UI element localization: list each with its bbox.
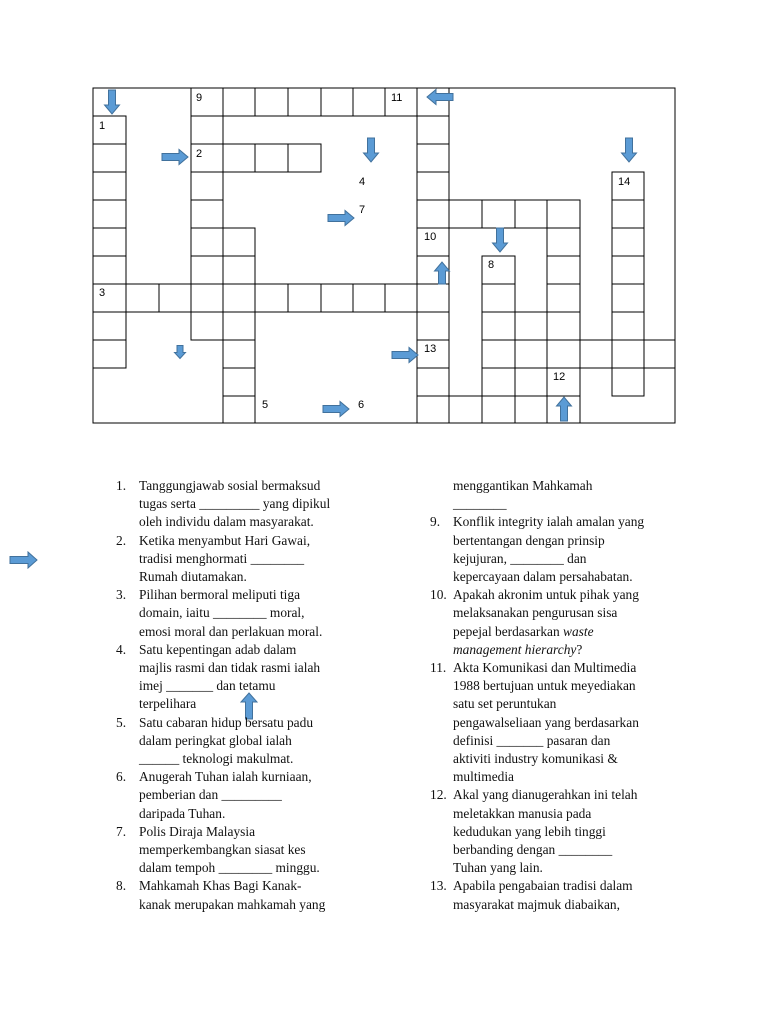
clue-number: 1. [116, 478, 127, 493]
clue-number: 5. [116, 714, 127, 730]
clue-number-7: 7 [359, 204, 366, 216]
crossword-cell[interactable] [547, 256, 580, 284]
clue-number-10: 10 [424, 231, 437, 243]
clue-number: 13. [430, 878, 447, 894]
arrow-down-icon [105, 90, 120, 114]
crossword-cell[interactable] [288, 144, 321, 172]
clue-number-3: 3 [99, 287, 106, 299]
clue-line: terpelihara [139, 696, 197, 712]
crossword-cell[interactable] [353, 88, 385, 116]
crossword-cell[interactable] [417, 172, 449, 200]
crossword-cell[interactable] [126, 284, 159, 312]
clue-line: imej _______ dan tetamu [139, 678, 276, 694]
crossword-cell[interactable] [255, 144, 288, 172]
crossword-cell[interactable] [482, 312, 515, 340]
crossword-cell[interactable] [93, 144, 126, 172]
clue-number-14: 14 [618, 176, 631, 188]
arrow-down-icon [364, 138, 379, 162]
clue-line: 1988 bertujuan untuk meyediakan [453, 678, 636, 694]
clue-number: 11. [430, 660, 447, 676]
clue-line: pepejal berdasarkan waste [453, 623, 594, 639]
crossword-cell[interactable] [191, 228, 223, 256]
clue-line: menggantikan Mahkamah [453, 478, 593, 493]
clue-line: Konflik integrity ialah amalan yang [453, 514, 645, 530]
crossword-cell[interactable] [417, 284, 449, 312]
crossword-cell[interactable] [93, 340, 126, 368]
clue-line: melaksanakan pengurusan sisa [453, 605, 618, 621]
crossword-cell[interactable] [449, 200, 482, 228]
crossword-cell[interactable] [515, 340, 547, 368]
clue-number: 10. [430, 587, 447, 603]
crossword-cell[interactable] [353, 284, 385, 312]
arrow-down-icon [622, 138, 637, 162]
clue-line: Mahkamah Khas Bagi Kanak- [139, 878, 302, 894]
crossword-cell[interactable] [255, 88, 288, 116]
crossword-cell[interactable] [223, 396, 255, 423]
arrow-down-icon [493, 228, 508, 252]
crossword-cell[interactable] [93, 200, 126, 228]
clue-line: Satu kepentingan adab dalam [139, 641, 297, 657]
clue-line: majlis rasmi dan tidak rasmi ialah [139, 660, 321, 676]
clue-line: masyarakat majmuk diabaikan, [453, 896, 620, 912]
clue-number-9: 9 [196, 92, 203, 104]
clue-number-11: 11 [391, 92, 403, 104]
crossword-cells [93, 88, 675, 423]
crossword-cell[interactable] [482, 200, 515, 228]
crossword-cell[interactable] [482, 284, 515, 312]
crossword-cell[interactable] [223, 88, 255, 116]
clue-number-5: 5 [262, 399, 269, 411]
crossword-cell[interactable] [417, 368, 449, 396]
clue-item [116, 477, 367, 532]
clue-number: 8. [116, 878, 127, 894]
clue-line: Rumah diutamakan. [139, 569, 247, 585]
clue-line: kepercayaan dalam persahabatan. [453, 569, 633, 585]
clue-line: kanak merupakan mahkamah yang [139, 896, 326, 912]
clue-line: tugas serta _________ yang dipikul [139, 496, 331, 512]
clues-left-column [116, 477, 367, 914]
crossword-cell[interactable] [93, 284, 126, 312]
crossword-cell[interactable] [644, 340, 675, 368]
clue-line: Tanggungjawab sosial bermaksud [139, 478, 321, 493]
clue-line: Ketika menyambut Hari Gawai, [139, 532, 311, 548]
clue-line: dalam tempoh ________ minggu. [139, 860, 320, 876]
crossword-cell[interactable] [515, 200, 547, 228]
clue-item [116, 641, 367, 714]
crossword-cell[interactable] [580, 340, 612, 368]
clue-item [430, 513, 685, 586]
crossword-cell[interactable] [223, 284, 255, 312]
arrow-down-icon [175, 346, 186, 359]
clue-line: ________ [453, 496, 507, 512]
clue-item [116, 714, 367, 769]
crossword-cell[interactable] [93, 172, 126, 200]
crossword-cell[interactable] [482, 256, 515, 284]
crossword-cell[interactable] [547, 200, 580, 228]
clue-number: 2. [116, 532, 127, 548]
clue-item [430, 586, 685, 659]
crossword-cell[interactable] [321, 88, 353, 116]
clue-line: Apabila pengabaian tradisi dalam [453, 878, 633, 894]
clue-item [116, 586, 367, 641]
clue-number-4: 4 [359, 176, 366, 188]
crossword-cell[interactable] [93, 228, 126, 256]
clue-line: Tuhan yang lain. [453, 860, 543, 876]
clue-number: 7. [116, 823, 127, 839]
crossword-cell[interactable] [547, 228, 580, 256]
clue-line: aktiviti industry komunikasi & [453, 751, 618, 767]
clue-8-continuation [453, 477, 685, 513]
crossword-cell[interactable] [191, 200, 223, 228]
clue-item [116, 823, 367, 878]
crossword-cell[interactable] [223, 368, 255, 396]
clue-number-6: 6 [358, 399, 365, 411]
clue-number: 9. [430, 514, 441, 530]
crossword-cell[interactable] [515, 312, 547, 340]
clue-line: ______ teknologi makulmat. [139, 751, 294, 767]
clue-number: 12. [430, 787, 447, 803]
crossword-cell[interactable] [417, 144, 449, 172]
clue-italic-term: waste [563, 623, 594, 639]
crossword-cell[interactable] [547, 340, 580, 368]
crossword-cell[interactable] [482, 368, 515, 396]
crossword-cell[interactable] [93, 116, 126, 144]
clue-line: emosi moral dan perlakuan moral. [139, 623, 323, 639]
crossword-cell[interactable] [223, 312, 255, 340]
clue-line: dalam peringkat global ialah [139, 732, 292, 748]
clue-line: definisi _______ pasaran dan [453, 732, 611, 748]
clue-number-12: 12 [553, 371, 566, 383]
crossword-cell[interactable] [417, 396, 449, 423]
clue-line: memperkembangkan siasat kes [139, 842, 306, 858]
crossword-cell[interactable] [93, 256, 126, 284]
clue-line: Satu cabaran hidup bersatu padu [139, 714, 314, 730]
crossword-cell[interactable] [191, 284, 223, 312]
crossword-cell[interactable] [612, 340, 644, 368]
clue-line: Polis Diraja Malaysia [139, 823, 256, 839]
clue-number-1: 1 [99, 120, 106, 132]
clue-item [430, 786, 685, 877]
crossword-cell[interactable] [321, 284, 353, 312]
crossword-cell[interactable] [223, 144, 255, 172]
crossword-cell[interactable] [482, 340, 515, 368]
crossword-cell[interactable] [612, 312, 644, 340]
clue-item [116, 877, 367, 913]
clue-number: 4. [116, 641, 127, 657]
clue-item [116, 532, 367, 587]
arrow-right-icon [328, 211, 354, 226]
crossword-cell[interactable] [612, 256, 644, 284]
clue-number-8: 8 [488, 259, 495, 271]
crossword-cell[interactable] [223, 340, 255, 368]
crossword-cell[interactable] [93, 312, 126, 340]
crossword-cell[interactable] [191, 172, 223, 200]
crossword-cell[interactable] [417, 116, 449, 144]
stray-arrow-right-icon [9, 551, 39, 569]
clue-line: bertentangan dengan prinsip [453, 532, 605, 548]
crossword-cell[interactable] [223, 228, 255, 256]
clue-line: tradisi menghormati ________ [139, 550, 305, 566]
clue-line: Akal yang dianugerahkan ini telah [453, 787, 638, 803]
clue-italic-term: management hierarchy [453, 641, 577, 657]
crossword-cell[interactable] [547, 312, 580, 340]
clue-line: satu set peruntukan [453, 696, 557, 712]
clue-line: Pilihan bermoral meliputi tiga [139, 587, 301, 603]
crossword-cell[interactable] [547, 284, 580, 312]
crossword-cell[interactable] [515, 396, 547, 423]
clue-line: kejujuran, ________ dan [453, 550, 587, 566]
clue-number-2: 2 [196, 148, 203, 160]
clue-line: oleh individu dalam masyarakat. [139, 514, 314, 530]
crossword-cell[interactable] [223, 256, 255, 284]
arrow-right-icon [162, 150, 188, 165]
crossword-puzzle [0, 0, 768, 440]
clue-line: berbanding dengan ________ [453, 842, 613, 858]
crossword-frame [93, 88, 675, 423]
crossword-cell[interactable] [417, 200, 449, 228]
clue-line: Anugerah Tuhan ialah kurniaan, [139, 769, 312, 785]
crossword-cell[interactable] [612, 284, 644, 312]
clue-line: management hierarchy? [453, 641, 583, 657]
clue-line: meletakkan manusia pada [453, 805, 592, 821]
crossword-cell[interactable] [159, 284, 191, 312]
arrow-right-icon [323, 402, 349, 417]
crossword-cell[interactable] [612, 228, 644, 256]
crossword-cell[interactable] [417, 312, 449, 340]
clue-line: Apakah akronim untuk pihak yang [453, 587, 639, 603]
clue-line: Akta Komunikasi dan Multimedia [453, 660, 637, 676]
crossword-cell[interactable] [612, 200, 644, 228]
clue-number: 6. [116, 769, 127, 785]
clues-right-column [430, 477, 685, 914]
clue-line: daripada Tuhan. [139, 805, 226, 821]
arrow-right-icon [392, 348, 418, 363]
crossword-cell[interactable] [612, 368, 644, 396]
clue-line: pengawalseliaan yang berdasarkan [453, 714, 639, 730]
crossword-cell[interactable] [482, 396, 515, 423]
clue-line: kedudukan yang lebih tinggi [453, 823, 606, 839]
grid-outline [93, 88, 675, 423]
crossword-cell[interactable] [288, 88, 321, 116]
clue-number-13: 13 [424, 343, 437, 355]
crossword-cell[interactable] [288, 284, 321, 312]
clue-item [430, 659, 685, 786]
crossword-cell[interactable] [191, 116, 223, 144]
clue-item [116, 768, 367, 823]
clue-number: 3. [116, 587, 127, 603]
crossword-cell[interactable] [191, 312, 223, 340]
crossword-cell[interactable] [191, 256, 223, 284]
clue-line: multimedia [453, 769, 514, 785]
crossword-cell[interactable] [385, 284, 417, 312]
crossword-cell[interactable] [449, 396, 482, 423]
clue-line: pemberian dan _________ [139, 787, 282, 803]
clue-line: domain, iaitu ________ moral, [139, 605, 305, 621]
clue-item [430, 877, 685, 913]
crossword-cell[interactable] [255, 284, 288, 312]
